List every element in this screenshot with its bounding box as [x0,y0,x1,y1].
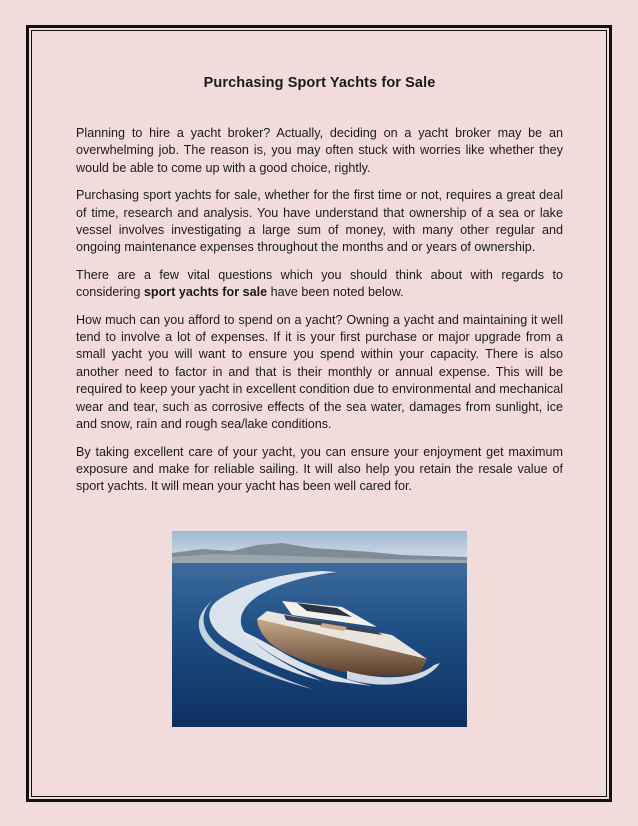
paragraph-3-text-after: have been noted below. [267,285,404,300]
document-body [76,75,563,506]
paragraph-3 [76,267,563,302]
paragraph-1: Planning to hire a yacht broker? Actually, deciding on a yacht broker may be an overwhelming job. The reason is, you may often stuck with worries like whether they would be able to come up with a good choice, rightly. [76,126,563,175]
paragraph-4: How much can you afford to spend on a yacht? Owning a yacht and maintaining it well tend to involve a lot of expenses. If it is your first purchase or major upgrade from a small yacht you will want to ensure you spend within your capacity. There is also another need to factor in and that is their monthly or annual expense. This will be required to keep your yacht in excellent condition due to environmental and mechanical wear and tear, such as corrosive effects of the sea water, damages from sunlight, ice and snow, rain and rough sea/lake conditions. [76,312,563,432]
paragraph-2: Purchasing sport yachts for sale, whether for the first time or not, requires a great deal of time, research and analysis. You have understand that ownership of a sea or lake vessel involves investigating a large sum of money, with many other regular and ongoing maintenance expenses throughout the months and or years of ownership. [76,188,563,255]
yacht-photo [172,531,467,727]
paragraph-5: By taking excellent care of your yacht, you can ensure your enjoyment get maximum exposure and make for reliable sailing. It will also help you retain the resale value of sport yachts. It will mean your yacht has been well cared for. [76,444,563,494]
sport-yachts-keyword: sport yachts for sale [143,285,268,300]
document-title: Purchasing Sport Yachts for Sale [203,75,436,91]
paragraph-3-text-before: There are a few vital questions which you should think about with regards to considering [76,267,563,300]
